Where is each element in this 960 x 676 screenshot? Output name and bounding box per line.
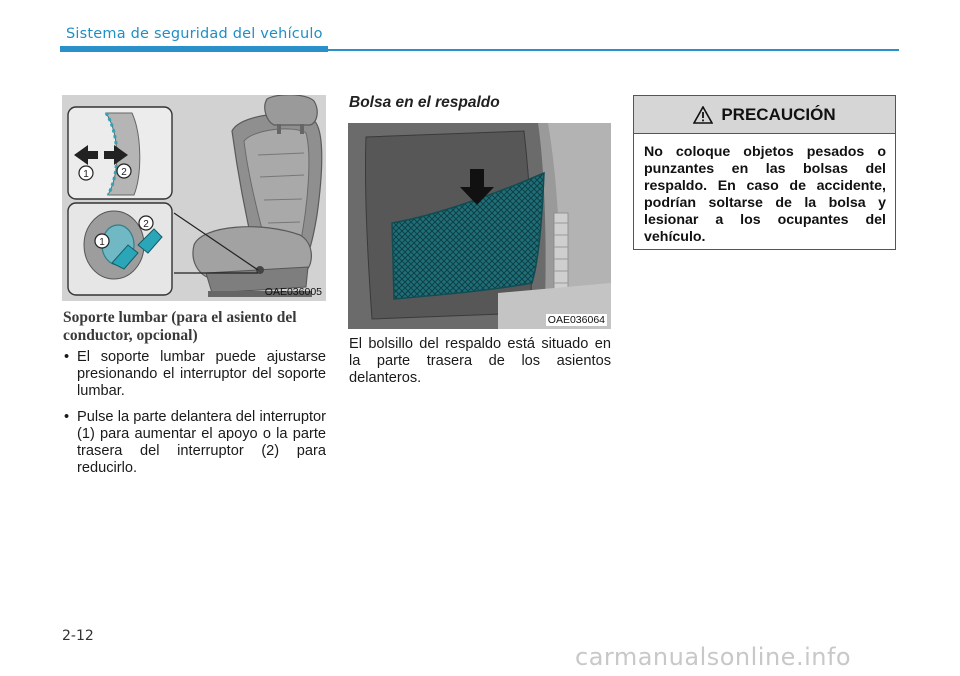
seatback-pocket-text: El bolsillo del respaldo está situado en la parte trasera de los asientos delanteros. — [349, 336, 611, 386]
callout-1: 1 — [83, 169, 89, 180]
section-header: Sistema de seguridad del vehículo — [66, 26, 323, 42]
lumbar-support-figure — [62, 95, 326, 301]
header-accent-bar — [60, 46, 328, 52]
warning-triangle-icon — [693, 106, 713, 124]
list-item: • Pulse la parte delantera del interruptor (1) para aumentar el apoyo o la parte trasera del interruptor (2) para reducirlo. — [64, 409, 326, 476]
bullet-icon: • — [64, 409, 70, 425]
callout-2: 2 — [121, 167, 127, 178]
seatback-pocket-figure — [348, 123, 611, 329]
callout-1b: 1 — [99, 237, 105, 248]
figure-code: OAE036005 — [264, 286, 322, 298]
caution-text: No coloque objetos pesados o punzantes en las bolsas del respaldo. En caso de accidente, podrían soltarse de la bolsa y lesionar a los ocupantes del vehículo. — [644, 144, 886, 245]
watermark: carmanualsonline.info — [575, 643, 852, 671]
caution-box — [633, 95, 896, 250]
header-rule — [328, 49, 899, 51]
lumbar-section-title: Soporte lumbar (para el asiento del conductor, opcional) — [63, 309, 297, 344]
callout-2b: 2 — [143, 219, 149, 230]
caution-header — [634, 96, 895, 134]
bullet-icon: • — [64, 349, 70, 365]
caution-title: PRECAUCIÓN — [721, 104, 836, 124]
list-item: • El soporte lumbar puede ajustarse presionando el interruptor del soporte lumbar. — [64, 349, 326, 399]
seatback-pocket-title: Bolsa en el respaldo — [349, 94, 500, 111]
lumbar-bullet-list — [63, 349, 326, 486]
figure-code: OAE036064 — [547, 314, 605, 326]
page-number: 2-12 — [62, 628, 94, 644]
